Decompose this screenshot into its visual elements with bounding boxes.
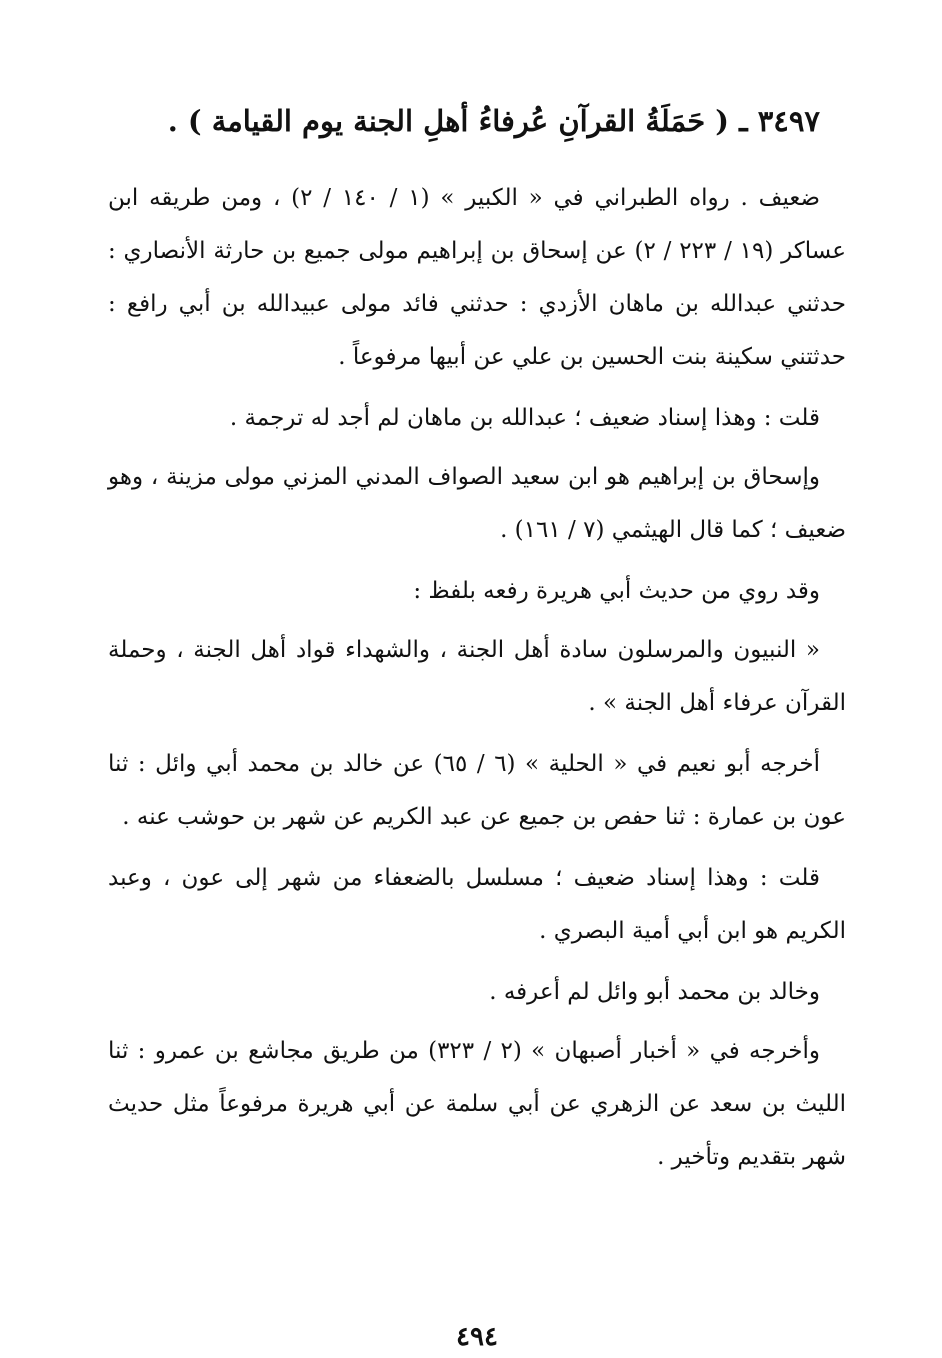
paragraph-alternate-narration: وقد روي من حديث أبي هريرة رفعه بلفظ : [413, 578, 820, 604]
paragraph-akhbar-isbahan: وأخرجه في « أخبار أصبهان » (٢ / ٣٢٣) من طريق مجاشع بن عمرو : ثنا الليث بن سعد عن الزهري عن أبي سلمة عن أبي هريرة مرفوعاً مثل حديث شهر بتقديم وتأخير . [108, 1038, 846, 1170]
paragraph-takhrij: ضعيف . رواه الطبراني في « الكبير » (١ / ١٤٠ / ٢) ، ومن طريقه ابن عساكر (١٩ / ٢٢٣ / ٢) عن إسحاق بن إبراهيم مولى جميع بن حارثة الأنصاري : حدثني عبدالله بن ماهان الأزدي : حدثني فائد مولى عبيدالله بن أبي رافع : حدثتني سكينة بنت الحسين بن علي عن أبيها مرفوعاً . [108, 185, 847, 370]
page-number: ٤٩٤ [456, 1322, 498, 1352]
book-page [108, 92, 847, 1352]
paragraph-ishaq-note: وإسحاق بن إبراهيم هو ابن سعيد الصواف المدني المزني مولى مزينة ، وهو ضعيف ؛ كما قال الهيثمي (٧ / ١٦١) . [108, 464, 846, 543]
paragraph-khalid-note: وخالد بن محمد أبو وائل لم أعرفه . [489, 979, 820, 1005]
paragraph-comment-chain: قلت : وهذا إسناد ضعيف ؛ مسلسل بالضعفاء من شهر إلى عون ، وعبد الكريم هو ابن أبي أمية البصري . [108, 865, 846, 944]
paragraph-comment-isnad: قلت : وهذا إسناد ضعيف ؛ عبدالله بن ماهان لم أجد له ترجمة . [229, 405, 820, 431]
page-body [108, 172, 846, 1192]
paragraph-abu-nuaym: أخرجه أبو نعيم في « الحلية » (٦ / ٦٥) عن خالد بن محمد أبي وائل : ثنا عون بن عمارة : ثنا حفص بن جميع عن عبد الكريم عن شهر بن حوشب عنه . [108, 751, 846, 830]
hadith-heading: ٣٤٩٧ ـ ( حَمَلَةُ القرآنِ عُرفاءُ أهلِ الجنة يوم القيامة ) . [167, 104, 820, 138]
paragraph-hadith-text: « النبيون والمرسلون سادة أهل الجنة ، والشهداء قواد أهل الجنة ، وحملة القرآن عرفاء أهل الجنة » . [108, 637, 846, 716]
